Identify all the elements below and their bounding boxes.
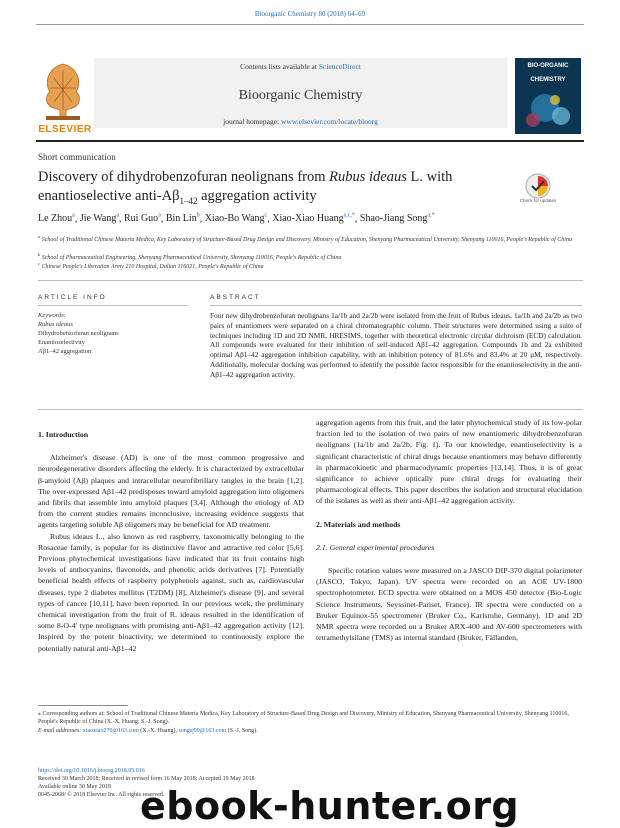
copyright: 0045-2068/ © 2018 Elsevier Inc. All rights reserved. [38,792,165,798]
author[interactable]: Xiao-Bo Wang$^c$ [204,213,268,225]
author[interactable]: Rui Guo$^a$ [124,213,161,225]
journal-title: Bioorganic Chemistry [238,88,363,103]
watermark: ebook-hunter.org [140,784,520,828]
contents-prefix: Contents lists available at [240,62,317,71]
right-column [316,417,582,643]
email-link[interactable]: xiaoxiao270@163.com [82,728,139,734]
divider [38,409,583,410]
title-subscript: 1–42 [179,195,198,206]
email-label: E-mail addresses: [38,728,82,734]
keyword: Rubus ideaus [38,321,73,328]
keywords-label: Keywords: [38,312,66,319]
email-owner: (X.-X. Huang), [138,728,179,734]
homepage-line [94,117,507,126]
title-species: Rubus ideaus [329,169,407,185]
paragraph: Alzheimer's disease (AD) is one of the most common progressive and neurodegenerative disorders affecting the elderly. It is characterized by extracellular β-amyloid (Aβ) plaques and intracellular neurofibrillary tangles in the brain [1,2]. The over-expressed Aβ1–42 predisposes toward amyloid aggregation into oligomers and fibrils that assemble into amyloid plaques [3,4]. Although the etiology of AD from the current studies remains inconclusive, increasing evidence suggests that agents targeting soluble Aβ oligomers may be beneficial for AD treatment. [38,453,304,530]
section-heading-introduction: 1. Introduction [38,430,89,439]
article-title [38,168,508,211]
divider [210,305,582,306]
author-list: Le Zhou$^a$, Jie Wang$^a$, Rui Guo$^a$, Bin Lin$^b$, Xiao-Bo Wang$^c$, Xiao-Xiao Huang$^{a,c,*}$, Shao-Jiang Song$^{a,*}$ [38,213,435,225]
left-column [38,429,304,654]
received-dates: Received 30 March 2018; Received in revised form 16 May 2018; Accepted 19 May 2018 [38,776,255,782]
email-owner: (S.-J. Song). [226,728,258,734]
crossmark-label: Check for updates [519,198,557,203]
title-part-a: Discovery of dihydrobenzofuran neolignans from [38,169,330,185]
corresponding-footnote: ⁎ Corresponding authors at: School of Traditional Chinese Materia Medica, Key Laboratory of Structure-Based Drug Design and Discovery, Ministry of Education, Shenyang Pharmaceutical University, Shenyang 110016, People's Republic of China (X.-X. Huang; S.-J. Song). [38,711,569,725]
keywords-block [38,311,188,356]
section-heading-methods: 2. Materials and methods [316,519,401,529]
divider [38,305,188,306]
affiliation-b: $^b$ School of Pharmaceutical Engineering, Shenyang Pharmaceutical University, Shenyang 110016, People's Republic of China [38,252,342,261]
contents-line [94,62,507,71]
author[interactable]: Bin Lin$^b$ [165,213,200,225]
citation-line[interactable]: Bioorganic Chemistry 80 (2018) 64–69 [254,10,366,18]
author[interactable]: Shao-Jiang Song$^{a,*}$ [359,213,435,225]
sciencedirect-link[interactable]: ScienceDirect [318,62,361,71]
doi-link[interactable]: https://doi.org/10.1016/j.bioorg.2018.05.016 [38,768,145,774]
title-part-b: L. with enantioselective anti-Aβ [38,169,453,204]
affiliation-c: $^c$ Chinese People's Liberation Army 210 Hospital, Dalian 116021, People's Republic of China [38,261,264,270]
email-footnote [38,727,583,735]
abstract-heading: ABSTRACT [210,294,261,301]
homepage-prefix: journal homepage: [223,117,280,126]
keyword: Dihydrobenzofuran neolignans [38,330,119,337]
article-info-heading: ARTICLE INFO [38,294,107,301]
divider [38,280,583,281]
elsevier-tree-logo-icon [38,58,88,133]
cover-title-line-1: BIO-ORGANIC [527,63,569,69]
header-rule-bottom [36,140,584,142]
elsevier-wordmark: ELSEVIER [38,124,92,135]
author[interactable]: Xiao-Xiao Huang$^{a,c,*}$ [272,213,355,225]
header-rule-top [36,24,584,25]
footnote-rule [38,705,128,706]
article-type: Short communication [38,152,116,162]
paragraph: Specific rotation values were measured on a JASCO DIP-370 digital polarimeter (JASCO, Tokyo, Japan). UV spectra were recorded on an AOE UV-1800 spectrophotometer. ECD spectra were obtained on a MOS 450 detector (Bio-Logic Science Instruments, Seyssinet-Pariset, France). IR spectra were conducted on a Bruker Equinox-55 spectrometer (Bruker Co., Karlsruhe, Germany). 1D and 2D NMR spectra were recorded on a Bruker ARX-400 and AV-600 spectrometers with tetramethylsilane (TMS) as internal standard (Bruker, Fällanden, [316,566,582,643]
homepage-link[interactable]: www.elsevier.com/locate/bioorg [281,117,378,126]
abstract-text: Four new dihydrobenzofuran neolignans 1a/1b and 2a/2b were isolated from the fruit of Rubus ideaus. 1a/1b and 2a/2b as two pairs of enantiomers were separated on a chiral chromatographic column. Their structures were determined using a suite of techniques including 1D and 2D NMR, HRESIMS, together with theoretical electronic circular dichroism (ECD) calculation. All compounds were evaluated for their inhibition of self-induced Aβ1–42 aggregation. Compounds 1b and 2a exhibited optimal Aβ1–42 aggregation inhibition capability, with an inhibition potency of 81.6% and 83.4% at 20 μM, respectively. Additionally, molecular docking was performed to identify the possible factor responsible for the enantioselectivity in the anti-Aβ1–42 aggregation activity. [210,311,582,379]
email-link[interactable]: songsj99@163.com [178,728,227,734]
available-online: Available online 30 May 2018 [38,784,111,790]
subsection-heading: 2.1. General experimental procedures [316,542,435,552]
keyword: Enantioselectivity [38,339,85,346]
cover-title-line-2: CHEMISTRY [530,77,566,83]
crossmark-icon[interactable] [524,172,552,200]
paragraph: aggregation agents from this fruit, and the later phytochemical study of its low-polar fraction led to the isolation of two pairs of new enantiomeric dihydrobenzofuran neolignans (1a/1b and 2a/2b, Fig. 1). To our knowledge, enantioselectivity is a significant characteristic of chiral drugs because enantiomers may behave differently in pharmacokinetic and pharmacodynamic properties [13,14]. Thus, it is of great significance to achieve optically pure chiral drugs for evaluating their pharmacological effects. This paper describes the isolation and structural elucidation of the isolates as well as their anti-Aβ1–42 aggregation activity. [316,418,582,506]
paragraph: Rubus ideaus L., also known as red raspberry, taxonomically belonging to the Rosaceae family, is popular for its distinctive flavor and attractive red color [5,6]. Previous phytochemical investigations have indicated that its fruit contains high levels of anthocyanins, flavonoids, and phenolic acids derivatives [7]. Potentially beneficial health effects of raspberry polyphenols against, such as, cardiovascular diseases, type 2 diabetes mellitus (T2DM) [8], Alzheimer's disease [9], and several types of cancer [10,11], have been reported. In our previous work, the preliminary chemical investigation from the fruit of R. ideaus resulted in the identification of some 8-O-4′ type neolignans with promising anti-Aβ1–42 aggregation activity [12]. Inspired by the potent bioactivity, we determined to continuously explore the potentially natural anti-Aβ1–42 [38,531,304,653]
affiliation-a: $^a$ School of Traditional Chinese Materia Medica, Key Laboratory of Structure-Based Drug Design and Discovery, Ministry of Education, Shenyang Pharmaceutical University, Shenyang 110016, People's Republic of China [38,234,572,243]
keyword: Aβ1–42 aggregation [38,348,92,355]
author[interactable]: Le Zhou$^a$ [38,213,75,225]
author[interactable]: Jie Wang$^a$ [79,213,120,225]
title-part-c: aggregation activity [197,188,317,204]
